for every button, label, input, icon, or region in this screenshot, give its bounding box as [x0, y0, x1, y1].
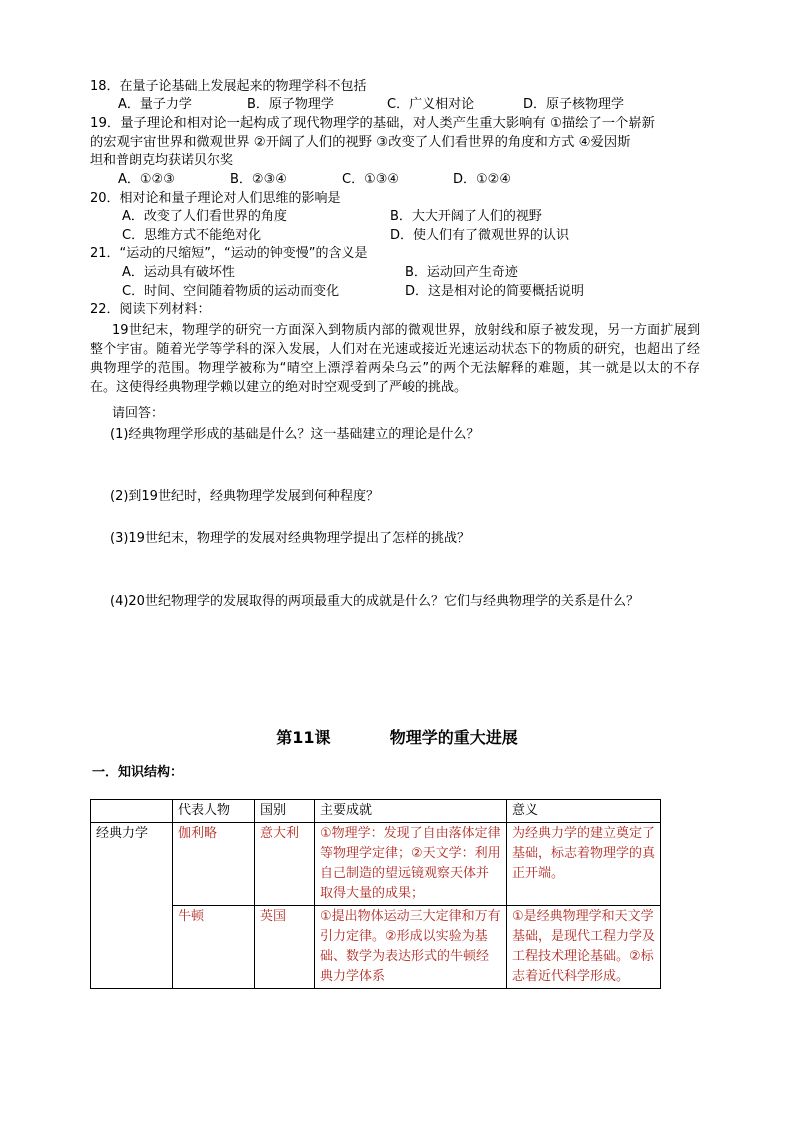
sub-question-1: (1)经典物理学形成的基础是什么？这一基础建立的理论是什么？ [110, 427, 480, 442]
header-achievement: 主要成就 [315, 800, 507, 823]
lesson-title [0, 727, 794, 749]
person-cell: 伽利略 [173, 823, 255, 906]
option-d: D．①②④ [453, 172, 511, 187]
option-c: C．①③④ [342, 172, 400, 187]
option-d: D．原子核物理学 [523, 97, 625, 112]
option-c: C．思维方式不能绝对化 [122, 228, 262, 243]
question-20-options-row1 [0, 208, 794, 226]
question-21-options-row2 [0, 283, 794, 301]
table-row [91, 823, 661, 906]
section-heading: 一．知识结构： [92, 765, 184, 780]
achievement-cell: ①提出物体运动三大定律和万有引力定律。②形成以实验为基础、数学为表达形式的牛顿经典力学体系 [315, 906, 507, 989]
lesson-name: 物理学的重大进展 [389, 728, 518, 747]
header-significance: 意义 [507, 800, 661, 823]
question-21-options-row1 [0, 264, 794, 282]
knowledge-structure-table [90, 799, 661, 989]
header-person: 代表人物 [173, 800, 255, 823]
header-country: 国别 [255, 800, 315, 823]
country-cell: 意大利 [255, 823, 315, 906]
question-19-stem-line1: 19．量子理论和相对论一起构成了现代物理学的基础，对人类产生重大影响有 ①描绘了一个崭新 [90, 116, 655, 131]
question-21-stem: 21．“运动的尺缩短”，“运动的钟变慢”的含义是 [90, 246, 368, 261]
option-d: D．这是相对论的简要概括说明 [405, 284, 585, 299]
person-cell: 牛顿 [173, 906, 255, 989]
question-19-stem-line3: 坦和普朗克均获诺贝尔奖 [90, 153, 234, 168]
question-20-stem: 20．相对论和量子理论对人们思维的影响是 [90, 191, 341, 206]
sub-question-2: (2)到19世纪时，经典物理学发展到何种程度？ [110, 489, 379, 504]
answer-prompt: 请回答： [112, 406, 165, 421]
significance-cell: ①是经典物理学和天文学基础，是现代工程力学及工程技术理论基础。②标志着近代科学形成。 [507, 906, 661, 989]
question-18-stem: 18．在量子论基础上发展起来的物理学科不包括 [90, 79, 367, 94]
question-22-stem: 22．阅读下列材料： [90, 302, 211, 317]
option-c: C．广义相对论 [387, 97, 475, 112]
option-a: A．①②③ [118, 172, 175, 187]
option-a: A．量子力学 [118, 97, 192, 112]
sub-question-4: (4)20世纪物理学的发展取得的两项最重大的成就是什么？它们与经典物理学的关系是什么？ [110, 594, 639, 609]
option-a: A．运动具有破坏性 [122, 265, 235, 280]
option-a: A．改变了人们看世界的角度 [122, 209, 287, 224]
option-c: C．时间、空间随着物质的运动而变化 [122, 284, 340, 299]
lesson-number: 第11课 [276, 728, 331, 747]
option-b: B．原子物理学 [247, 97, 334, 112]
option-b: B．大大开阔了人们的视野 [390, 209, 542, 224]
question-18-options [0, 96, 794, 114]
question-19-stem-line2: 的宏观宇宙世界和微观世界 ②开阔了人们的视野 ③改变了人们看世界的角度和方式 ④爱因斯 [90, 135, 631, 150]
achievement-cell: ①物理学：发现了自由落体定律等物理学定律；②天文学：利用自己制造的望远镜观察天体并取得大量的成果； [315, 823, 507, 906]
category-cell: 经典力学 [91, 823, 173, 989]
option-b: B．②③④ [230, 172, 287, 187]
question-20-options-row2 [0, 227, 794, 245]
question-19-options [0, 171, 794, 189]
header-category [91, 800, 173, 823]
table-row [91, 906, 661, 989]
sub-question-3: (3)19世纪末，物理学的发展对经典物理学提出了怎样的挑战？ [110, 531, 470, 546]
reading-material: 19世纪末，物理学的研究一方面深入到物质内部的微观世界，放射线和原子被发现，另一方面扩展到整个宇宙。随着光学等学科的深入发展，人们对在光速或接近光速运动状态下的物质的研究，也超出了经典物理学的范围。物理学被称为“晴空上漂浮着两朵乌云”的两个无法解释的难题，其一就是以太的不存在。这使得经典物理学赖以建立的绝对时空观受到了严峻的挑战。 [90, 323, 700, 395]
option-d: D．使人们有了微观世界的认识 [390, 228, 570, 243]
option-b: B．运动回产生奇迹 [405, 265, 518, 280]
significance-cell: 为经典力学的建立奠定了基础，标志着物理学的真正开端。 [507, 823, 661, 906]
table-header-row [91, 800, 661, 823]
country-cell: 英国 [255, 906, 315, 989]
